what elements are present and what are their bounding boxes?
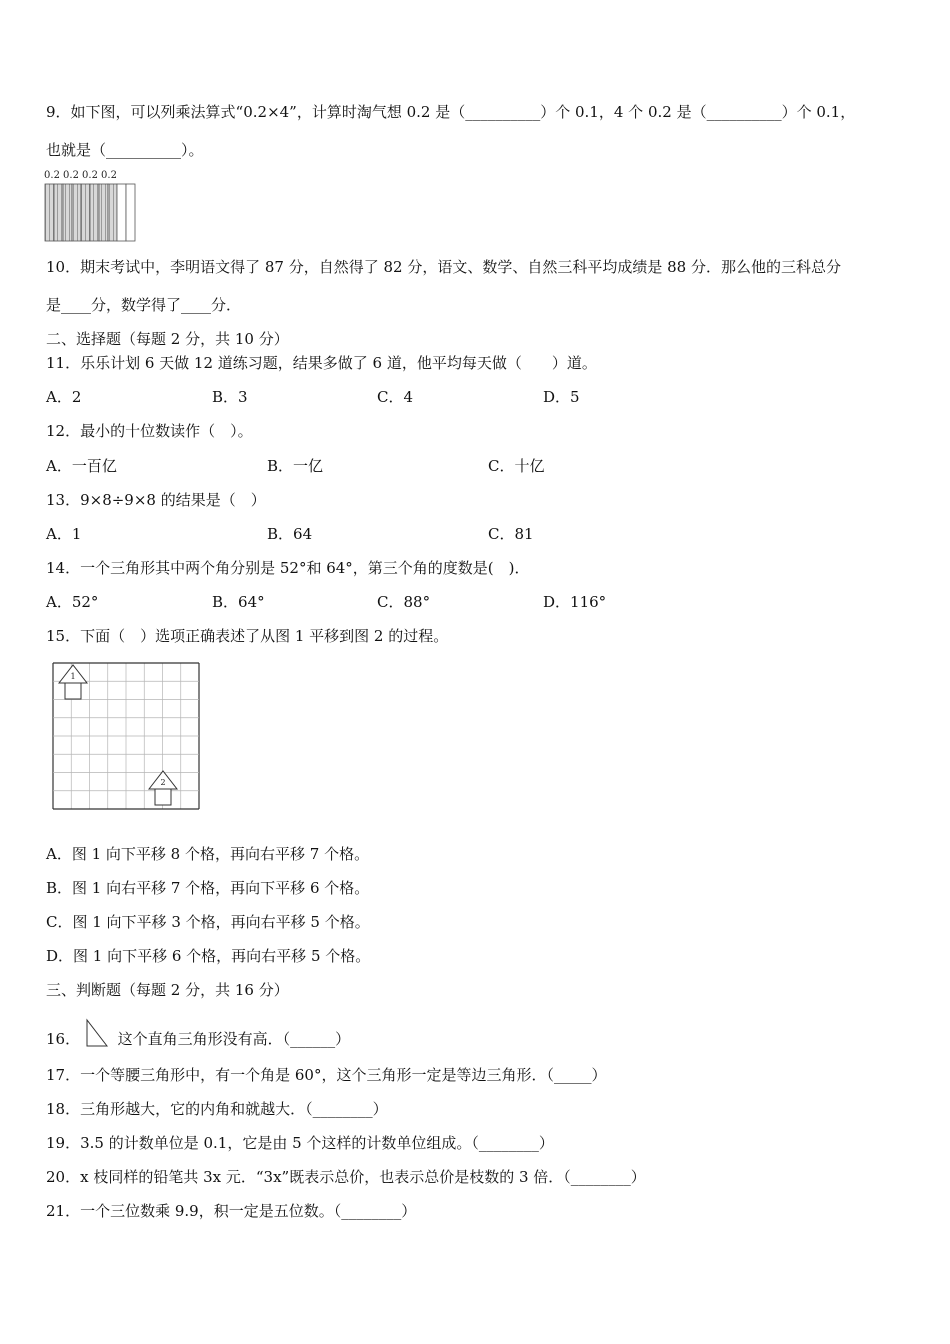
q20-text: 20．x 枝同样的铅笔共 3x 元．“3x”既表示总价，也表示总价是枝数的 3 倍．（________） [46,1168,646,1186]
house-2-shape [149,771,177,805]
empty-cell [117,184,126,241]
q15-option-b[interactable]: B．图 1 向右平移 7 个格，再向下平移 6 个格。 [46,879,370,897]
q12-stem: 12．最小的十位数读作（ ）。 [46,422,253,440]
shaded-cell [99,184,108,241]
shaded-cell [63,184,72,241]
q9-decimal-bar-figure [44,165,140,245]
q15-stem: 15．下面（ ）选项正确表述了从图 1 平移到图 2 的过程。 [46,627,449,645]
q15-option-c[interactable]: C．图 1 向下平移 3 个格，再向右平移 5 个格。 [46,913,370,931]
shaded-cell [54,184,63,241]
shaded-cell [45,184,54,241]
section-3-title: 三、判断题（每题 2 分，共 16 分） [46,981,289,999]
house-1-label: 1 [70,672,76,681]
q13-option-c[interactable]: C．81 [488,525,534,543]
q9-line-2: 也就是（__________）。 [46,141,204,159]
q10-line-2: 是____分，数学得了____分． [46,296,242,314]
q14-option-d[interactable]: D．116° [543,593,607,611]
q12-option-a[interactable]: A．一百亿 [46,457,117,475]
q11-option-c[interactable]: C．4 [377,388,414,406]
house-2-label: 2 [160,778,166,787]
q21-text: 21．一个三位数乘 9.9，积一定是五位数。（________） [46,1202,417,1220]
q10-line-1: 10．期末考试中，李明语文得了 87 分，自然得了 82 分，语文、数学、自然三科平均成绩是 88 分．那么他的三科总分 [46,258,841,276]
q13-option-a[interactable]: A．1 [46,525,82,543]
q15-option-a[interactable]: A．图 1 向下平移 8 个格，再向右平移 7 个格。 [46,845,370,863]
shaded-cell [81,184,90,241]
q16-number: 16． [46,1030,81,1048]
q12-option-c[interactable]: C．十亿 [488,457,545,475]
empty-cell [126,184,135,241]
q14-option-b[interactable]: B．64° [212,593,265,611]
q15-option-d[interactable]: D．图 1 向下平移 6 个格，再向右平移 5 个格。 [46,947,371,965]
q14-option-a[interactable]: A．52° [46,593,99,611]
house-1-shape [59,665,87,699]
section-2-title: 二、选择题（每题 2 分，共 10 分） [46,330,289,348]
q19-text: 19．3.5 的计数单位是 0.1，它是由 5 个这样的计数单位组成。（________） [46,1134,554,1152]
shaded-cell [90,184,99,241]
q11-stem: 11．乐乐计划 6 天做 12 道练习题，结果多做了 6 道，他平均每天做（ ）道。 [46,354,597,372]
right-triangle-icon [85,1018,109,1048]
q13-option-b[interactable]: B．64 [267,525,313,543]
q9-figure-label: 0.2 [63,170,79,181]
q17-text: 17．一个等腰三角形中，有一个角是 60°，这个三角形一定是等边三角形．（_____） [46,1066,607,1084]
q11-option-d[interactable]: D．5 [543,388,580,406]
q11-option-a[interactable]: A．2 [46,388,82,406]
q14-stem: 14．一个三角形其中两个角分别是 52°和 64°，第三个角的度数是( )． [46,559,530,577]
q12-option-b[interactable]: B．一亿 [267,457,324,475]
shaded-cell [72,184,81,241]
q9-line-1: 9．如下图，可以列乘法算式“0.2×4”，计算时淘气想 0.2 是（__________）个 0.1，4 个 0.2 是（__________）个 0.1， [46,103,856,121]
q9-figure-label: 0.2 [44,170,60,181]
q18-text: 18．三角形越大，它的内角和就越大．（________） [46,1100,388,1118]
q11-option-b[interactable]: B．3 [212,388,248,406]
shaded-cell [108,184,117,241]
q16-text: 这个直角三角形没有高．（______） [117,1030,351,1048]
q9-figure-label: 0.2 [101,170,117,181]
q15-grid-figure [50,660,202,812]
q14-option-c[interactable]: C．88° [377,593,431,611]
q16-line [46,1018,350,1049]
q9-figure-label: 0.2 [82,170,98,181]
q13-stem: 13．9×8÷9×8 的结果是（ ） [46,491,266,509]
